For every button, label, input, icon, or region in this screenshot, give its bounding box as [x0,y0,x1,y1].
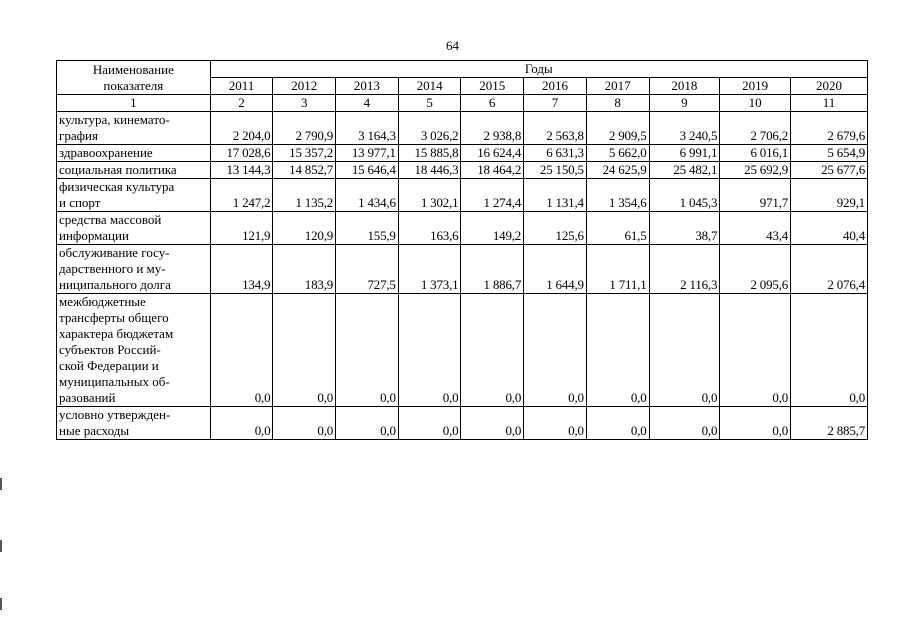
value-cell: 1 302,1 [398,179,461,212]
value-cell: 0,0 [524,407,587,440]
name-column-header: Наименование показателя [57,61,211,95]
column-index: 8 [586,95,649,112]
value-cell: 15 357,2 [273,145,336,162]
value-cell: 14 852,7 [273,162,336,179]
value-cell: 5 662,0 [586,145,649,162]
table-header [57,61,868,112]
value-cell: 1 644,9 [524,245,587,294]
value-cell: 25 692,9 [720,162,791,179]
column-index: 5 [398,95,461,112]
column-index: 4 [336,95,399,112]
value-cell: 1 135,2 [273,179,336,212]
value-cell: 971,7 [720,179,791,212]
value-cell: 24 625,9 [586,162,649,179]
value-cell: 18 464,2 [461,162,524,179]
value-cell: 15 885,8 [398,145,461,162]
column-index: 6 [461,95,524,112]
value-cell: 40,4 [791,212,868,245]
table-row [57,245,868,294]
value-cell: 2 909,5 [586,112,649,145]
value-cell: 2 679,6 [791,112,868,145]
column-index: 7 [524,95,587,112]
value-cell: 61,5 [586,212,649,245]
value-cell: 2 938,8 [461,112,524,145]
value-cell: 134,9 [210,245,273,294]
value-cell: 0,0 [210,294,273,407]
value-cell: 0,0 [273,407,336,440]
table-row [57,145,868,162]
value-cell: 15 646,4 [336,162,399,179]
value-cell: 0,0 [336,294,399,407]
value-cell: 38,7 [649,212,720,245]
column-index: 3 [273,95,336,112]
table-row [57,162,868,179]
value-cell: 0,0 [649,294,720,407]
value-cell: 0,0 [273,294,336,407]
years-group-header: Годы [210,61,867,78]
value-cell: 25 677,6 [791,162,868,179]
value-cell: 0,0 [720,294,791,407]
value-cell: 13 144,3 [210,162,273,179]
value-cell: 183,9 [273,245,336,294]
value-cell: 25 482,1 [649,162,720,179]
value-cell: 2 204,0 [210,112,273,145]
value-cell: 1 434,6 [336,179,399,212]
value-cell: 0,0 [461,294,524,407]
value-cell: 1 247,2 [210,179,273,212]
table-row [57,212,868,245]
year-header: 2015 [461,78,524,95]
year-header: 2011 [210,78,273,95]
value-cell: 120,9 [273,212,336,245]
value-cell: 0,0 [210,407,273,440]
table-row [57,294,868,407]
value-cell: 0,0 [398,407,461,440]
value-cell: 1 045,3 [649,179,720,212]
value-cell: 0,0 [720,407,791,440]
value-cell: 727,5 [336,245,399,294]
value-cell: 18 446,3 [398,162,461,179]
row-label: физическая культура и спорт [57,179,211,212]
row-label: социальная политика [57,162,211,179]
value-cell: 6 991,1 [649,145,720,162]
value-cell: 0,0 [461,407,524,440]
value-cell: 0,0 [649,407,720,440]
column-index: 11 [791,95,868,112]
scan-edge-mark [0,478,2,490]
index-row [57,95,868,112]
value-cell: 0,0 [336,407,399,440]
value-cell: 3 240,5 [649,112,720,145]
row-label: культура, кинемато- графия [57,112,211,145]
value-cell: 1 131,4 [524,179,587,212]
value-cell: 6 016,1 [720,145,791,162]
table-row [57,407,868,440]
column-index: 2 [210,95,273,112]
value-cell: 0,0 [398,294,461,407]
value-cell: 1 354,6 [586,179,649,212]
value-cell: 2 116,3 [649,245,720,294]
value-cell: 163,6 [398,212,461,245]
value-cell: 0,0 [586,294,649,407]
row-label: обслуживание госу- дарственного и му- ниципального долга [57,245,211,294]
table-body [57,112,868,440]
value-cell: 0,0 [586,407,649,440]
value-cell: 2 076,4 [791,245,868,294]
year-header: 2020 [791,78,868,95]
year-header: 2019 [720,78,791,95]
value-cell: 0,0 [524,294,587,407]
header-row-years [57,61,868,78]
table-row [57,179,868,212]
value-cell: 1 373,1 [398,245,461,294]
year-header: 2016 [524,78,587,95]
value-cell: 155,9 [336,212,399,245]
year-header: 2018 [649,78,720,95]
value-cell: 1 886,7 [461,245,524,294]
row-label: условно утвержден- ные расходы [57,407,211,440]
scan-edge-mark [0,598,2,610]
value-cell: 121,9 [210,212,273,245]
value-cell: 0,0 [791,294,868,407]
value-cell: 929,1 [791,179,868,212]
year-header: 2013 [336,78,399,95]
page-number: 64 [446,38,459,53]
value-cell: 2 095,6 [720,245,791,294]
year-header: 2014 [398,78,461,95]
value-cell: 3 164,3 [336,112,399,145]
value-cell: 2 563,8 [524,112,587,145]
value-cell: 16 624,4 [461,145,524,162]
value-cell: 125,6 [524,212,587,245]
value-cell: 25 150,5 [524,162,587,179]
column-index: 10 [720,95,791,112]
value-cell: 149,2 [461,212,524,245]
value-cell: 17 028,6 [210,145,273,162]
budget-table [56,60,868,440]
row-label: здравоохранение [57,145,211,162]
table-row [57,112,868,145]
scan-edge-mark [0,540,2,552]
column-index: 1 [57,95,211,112]
value-cell: 5 654,9 [791,145,868,162]
row-label: средства массовой информации [57,212,211,245]
value-cell: 13 977,1 [336,145,399,162]
row-label: межбюджетные трансферты общего характера бюджетам субъектов Россий- ской Федерации и муниципальных об- разований [57,294,211,407]
value-cell: 1 274,4 [461,179,524,212]
year-header: 2017 [586,78,649,95]
value-cell: 43,4 [720,212,791,245]
value-cell: 2 706,2 [720,112,791,145]
value-cell: 1 711,1 [586,245,649,294]
column-index: 9 [649,95,720,112]
value-cell: 3 026,2 [398,112,461,145]
year-header: 2012 [273,78,336,95]
value-cell: 2 885,7 [791,407,868,440]
value-cell: 6 631,3 [524,145,587,162]
value-cell: 2 790,9 [273,112,336,145]
